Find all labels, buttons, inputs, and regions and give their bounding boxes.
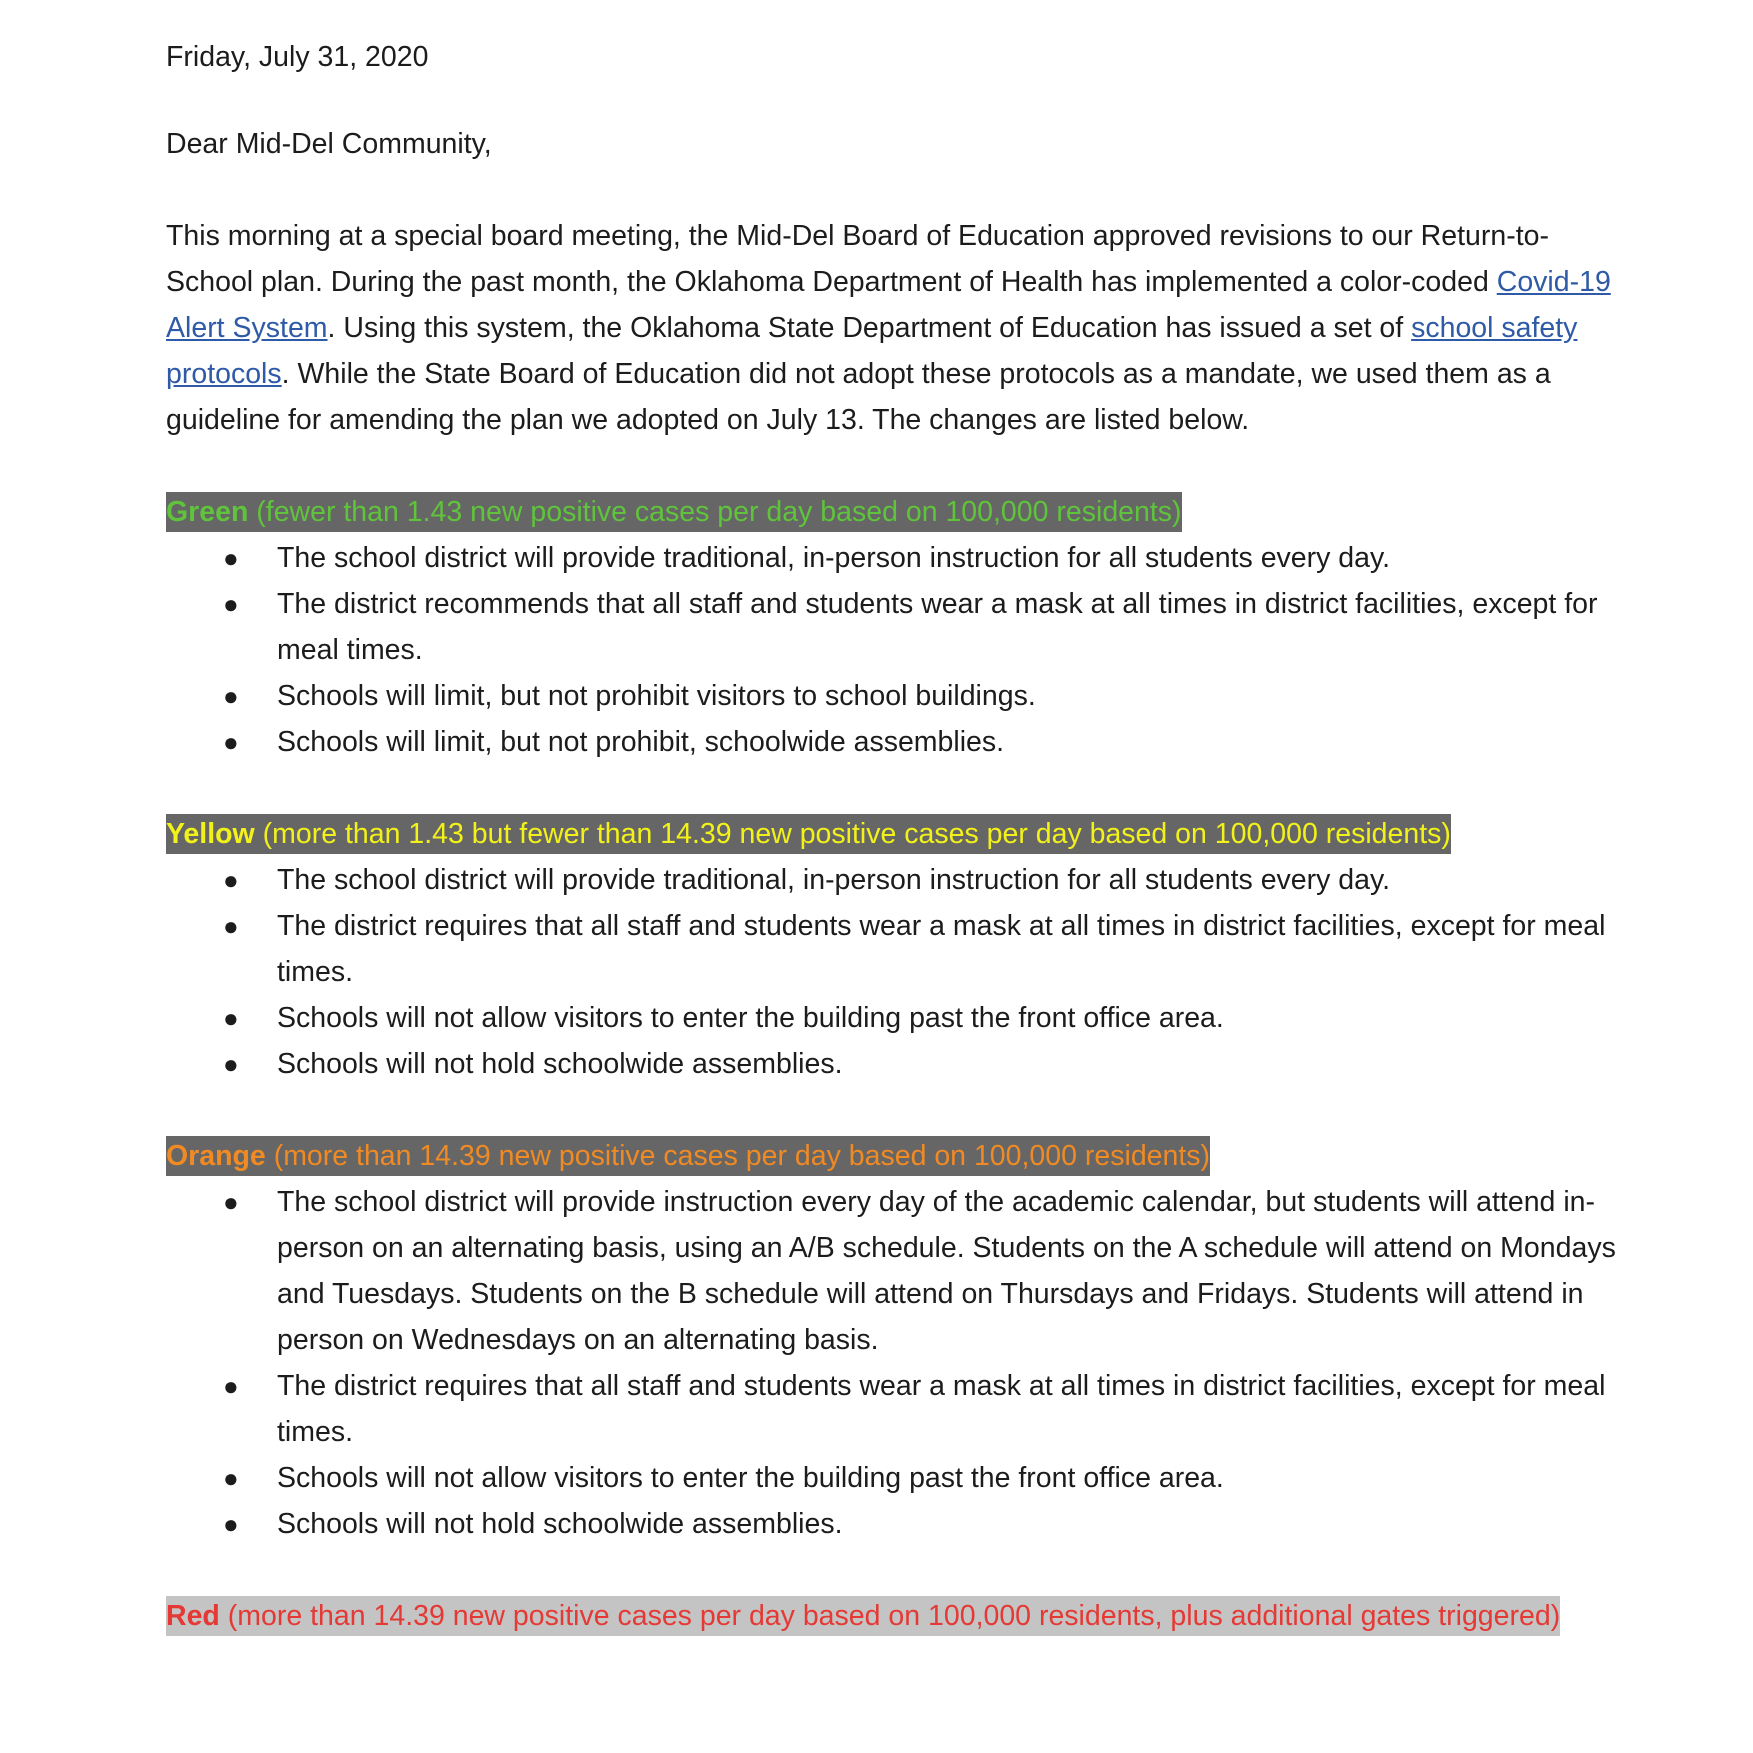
bullet-icon: ● (223, 543, 239, 573)
yellow-level-list (166, 857, 1631, 1087)
yellow-level-heading (166, 811, 1631, 857)
list-item-text: Schools will limit, but not prohibit visitors to school buildings. (277, 680, 1036, 712)
list-item-text: The school district will provide instruction every day of the academic calendar, but students will attend in-person on an alternating basis, using an A/B schedule. Students on the A schedule will attend on Mondays and Tuesdays. Students on the B schedule will attend on Thursdays and Fridays. Students will attend in person on Wednesdays on an alternating basis. (277, 1186, 1616, 1356)
salutation: Dear Mid-Del Community, (166, 128, 492, 160)
covid-alert-system-link[interactable]: Covid-19 Alert System (166, 266, 1611, 344)
intro-text-1: This morning at a special board meeting, the Mid-Del Board of Education approved revisions to our Return-to-School plan. During the past month, the Oklahoma Department of Health has implemented a color-coded (166, 220, 1549, 298)
bullet-icon: ● (223, 1049, 239, 1079)
green-level-criteria: (fewer than 1.43 new positive cases per day based on 100,000 residents) (248, 496, 1182, 528)
bullet-icon: ● (223, 865, 239, 895)
list-item (166, 1501, 1631, 1547)
green-level-highlight (166, 492, 1182, 532)
bullet-icon: ● (223, 1371, 239, 1401)
red-level-highlight (166, 1596, 1560, 1636)
list-item (166, 535, 1631, 581)
list-item-text: Schools will not hold schoolwide assemblies. (277, 1048, 843, 1080)
bullet-icon: ● (223, 681, 239, 711)
bullet-icon: ● (223, 1003, 239, 1033)
list-item-text: The district recommends that all staff and students wear a mask at all times in district facilities, except for meal times. (277, 588, 1598, 666)
list-item (166, 581, 1631, 673)
school-safety-protocols-link[interactable]: school safety protocols (166, 312, 1578, 390)
intro-paragraph (166, 213, 1631, 443)
list-item (166, 1363, 1631, 1455)
list-item (166, 903, 1631, 995)
orange-level-criteria: (more than 14.39 new positive cases per day based on 100,000 residents) (265, 1140, 1211, 1172)
orange-level-list (166, 1179, 1631, 1547)
orange-level-heading (166, 1133, 1631, 1179)
letter-date: Friday, July 31, 2020 (166, 41, 429, 73)
yellow-level-criteria: (more than 1.43 but fewer than 14.39 new positive cases per day based on 100,000 residents) (254, 818, 1451, 850)
list-item (166, 1455, 1631, 1501)
list-item-text: The district requires that all staff and students wear a mask at all times in district facilities, except for meal times. (277, 1370, 1606, 1448)
intro-text-3: . While the State Board of Education did not adopt these protocols as a mandate, we used them as a guideline for amending the plan we adopted on July 13. The changes are listed below. (166, 358, 1551, 436)
list-item (166, 673, 1631, 719)
red-level-heading (166, 1593, 1631, 1639)
list-item-text: The school district will provide traditional, in-person instruction for all students every day. (277, 542, 1391, 574)
intro-text-2: . Using this system, the Oklahoma State Department of Education has issued a set of (327, 312, 1412, 344)
letter-body (166, 34, 1631, 1639)
list-item-text: Schools will not allow visitors to enter the building past the front office area. (277, 1462, 1224, 1494)
orange-level-highlight (166, 1136, 1210, 1176)
list-item-text: The district requires that all staff and students wear a mask at all times in district facilities, except for meal times. (277, 910, 1606, 988)
list-item-text: Schools will limit, but not prohibit, schoolwide assemblies. (277, 726, 1005, 758)
list-item (166, 995, 1631, 1041)
bullet-icon: ● (223, 911, 239, 941)
bullet-icon: ● (223, 727, 239, 757)
green-level-list (166, 535, 1631, 765)
list-item (166, 719, 1631, 765)
bullet-icon: ● (223, 1187, 239, 1217)
list-item-text: The school district will provide traditional, in-person instruction for all students every day. (277, 864, 1391, 896)
green-level-heading (166, 489, 1631, 535)
list-item-text: Schools will not hold schoolwide assemblies. (277, 1508, 843, 1540)
yellow-level-name: Yellow (166, 818, 255, 850)
list-item (166, 1041, 1631, 1087)
yellow-level-highlight (166, 814, 1451, 854)
list-item (166, 1179, 1631, 1363)
bullet-icon: ● (223, 1509, 239, 1539)
bullet-icon: ● (223, 589, 239, 619)
red-level-criteria: (more than 14.39 new positive cases per day based on 100,000 residents, plus additional gates triggered) (219, 1600, 1561, 1632)
red-level-name: Red (166, 1600, 220, 1632)
list-item-text: Schools will not allow visitors to enter the building past the front office area. (277, 1002, 1224, 1034)
orange-level-name: Orange (166, 1140, 266, 1172)
green-level-name: Green (166, 496, 249, 528)
bullet-icon: ● (223, 1463, 239, 1493)
list-item (166, 857, 1631, 903)
